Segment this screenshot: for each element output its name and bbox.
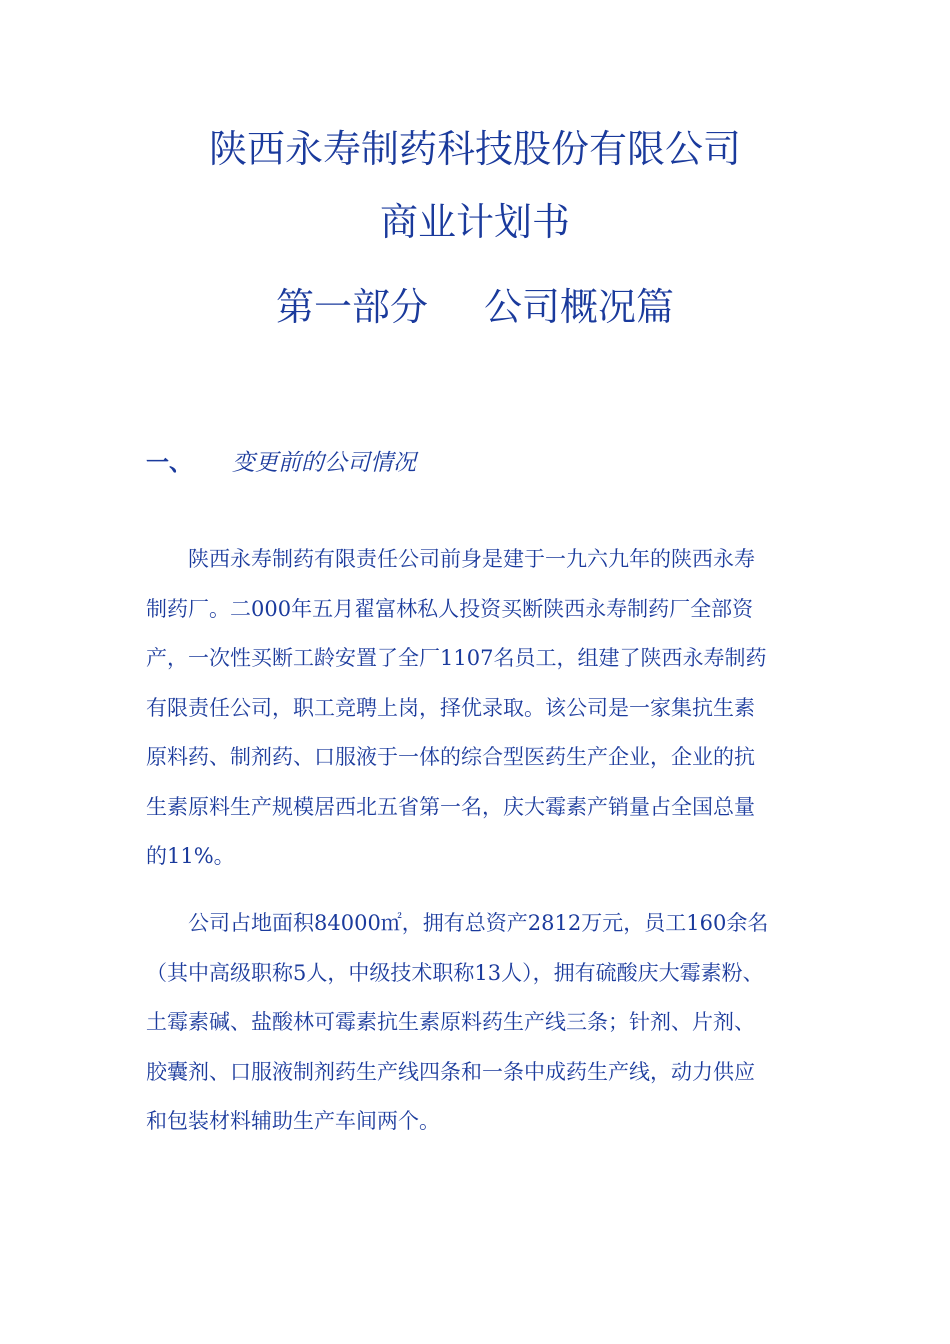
paragraph-line: 土霉素碱、盐酸林可霉素抗生素原料药生产线三条；针剂、片剂、 — [146, 1010, 755, 1034]
paragraph-line: 制药厂。二000年五月翟富林私人投资买断陕西永寿制药厂全部资 — [146, 596, 754, 621]
paragraph-line: 生素原料生产规模居西北五省第一名，庆大霉素产销量占全国总量 — [146, 794, 755, 819]
paragraph-line: 公司占地面积84000㎡，拥有总资产2812万元，员工160余名 — [188, 911, 769, 935]
paragraph-facilities — [146, 899, 826, 1147]
section-number: 一、 — [146, 450, 192, 476]
paragraph-history — [146, 535, 826, 882]
part-label: 第一部分 — [275, 285, 428, 329]
paragraph-line: 陕西永寿制药有限责任公司前身是建于一九六九年的陕西永寿 — [188, 547, 755, 571]
paragraph-line: 和包装材料辅助生产车间两个。 — [146, 1109, 440, 1133]
part-name: 公司概况篇 — [484, 285, 675, 329]
paragraph-line: 胶囊剂、口服液制剂药生产线四条和一条中成药生产线，动力供应 — [146, 1059, 755, 1084]
section-heading-text: 变更前的公司情况 — [232, 450, 416, 476]
paragraph-line: 的11%。 — [146, 844, 235, 868]
paragraph-line: （其中高级职称5人，中级技术职称13人），拥有硫酸庆大霉素粉、 — [146, 960, 764, 985]
paragraph-line: 有限责任公司，职工竞聘上岗，择优录取。该公司是一家集抗生素 — [146, 695, 755, 720]
paragraph-line: 原料药、制剂药、口服液于一体的综合型医药生产企业，企业的抗 — [146, 745, 755, 769]
section-heading — [146, 446, 416, 480]
part-title — [0, 284, 950, 330]
paragraph-line: 产，一次性买断工龄安置了全厂1107名员工，组建了陕西永寿制药 — [146, 646, 767, 670]
company-title: 陕西永寿制药科技股份有限公司 — [208, 127, 741, 171]
document-type-title: 商业计划书 — [379, 200, 570, 244]
